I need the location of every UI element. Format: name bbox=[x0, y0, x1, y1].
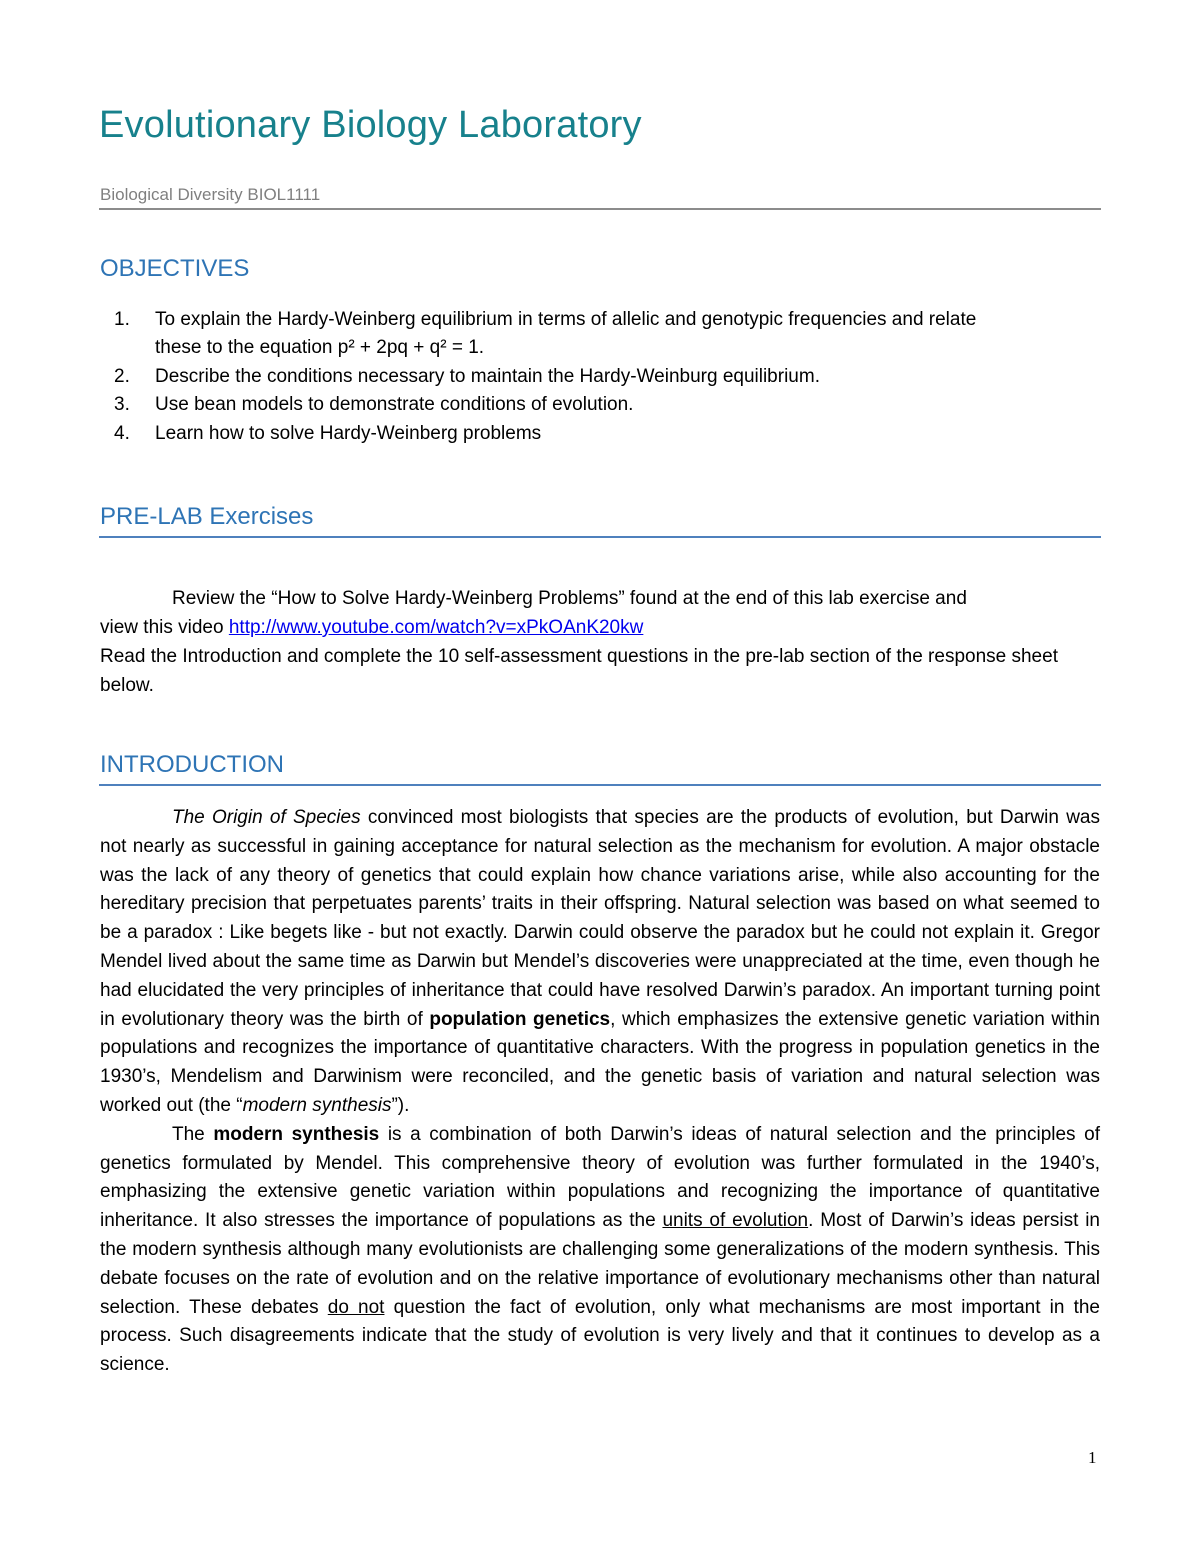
objective-number: 4. bbox=[114, 422, 130, 444]
page-number: 1 bbox=[1088, 1448, 1097, 1467]
intro-text: ”). bbox=[391, 1094, 410, 1116]
document-subtitle: Biological Diversity BIOL1111 bbox=[100, 185, 321, 204]
intro-text: is a combination of both Darwin’s ideas of natural selection and the principles of genetics formulated by Mendel. This comprehensive theory of evolution was further formulated in the 1940’s, emphasizing the extensive genetic variation within populations and recognizing the importance of quantitative inheritance. It also stresses the importance of populations as the bbox=[100, 1123, 1100, 1232]
term-modern-synthesis-italic: modern synthesis bbox=[242, 1094, 392, 1116]
objective-item bbox=[100, 391, 1110, 419]
book-title: The Origin of Species bbox=[172, 807, 361, 828]
document-title: Evolutionary Biology Laboratory bbox=[99, 104, 642, 146]
objective-text: Learn how to solve Hardy-Weinberg problems bbox=[155, 422, 542, 444]
prelab-heading: PRE-LAB Exercises bbox=[100, 503, 314, 530]
prelab-paragraph-2: Read the Introduction and complete the 10 self-assessment questions in the pre-lab section of the response sheet below. bbox=[100, 646, 1058, 696]
intro-text: . Most of Darwin’s ideas persist in the modern synthesis although many evolutionists are challenging some generalizations of the modern synthesis. This debate focuses on the rate of evolution and on the relative importance of evolutionary mechanisms other than natural selection. These debates bbox=[100, 1210, 1100, 1318]
objective-text: Use bean models to demonstrate conditions of evolution. bbox=[155, 394, 634, 416]
prelab-body bbox=[100, 584, 1102, 700]
objective-number: 3. bbox=[114, 394, 130, 416]
term-units-of-evolution: units of evolution bbox=[662, 1210, 809, 1232]
objective-item bbox=[100, 363, 1110, 391]
prelab-text: Review the “How to Solve Hardy-Weinberg Problems” found at the end of this lab exercise and bbox=[172, 588, 967, 609]
prelab-divider bbox=[99, 536, 1101, 538]
prelab-paragraph-1-cont bbox=[100, 613, 1102, 642]
title-divider bbox=[99, 208, 1101, 210]
intro-text: The bbox=[172, 1123, 214, 1145]
term-population-genetics: population genetics bbox=[429, 1008, 611, 1030]
prelab-text: view this video bbox=[100, 617, 229, 638]
objectives-list bbox=[100, 306, 1110, 448]
introduction-heading: INTRODUCTION bbox=[100, 751, 284, 778]
intro-text: question the fact of evolution, only what mechanisms are most important in the process. Such disagreements indicate that the study of evolution is very lively and that it continues to develop as a science. bbox=[100, 1296, 1100, 1376]
objective-text: To explain the Hardy-Weinberg equilibrium in terms of allelic and genotypic frequencies and relate bbox=[155, 309, 977, 330]
intro-paragraph-1 bbox=[100, 804, 1100, 1121]
intro-text: , which emphasizes the extensive genetic variation within populations and recognizes the importance of quantitative characters. With the progress in population genetics in the 1930’s, Mendelism and Darwinism were reconciled, and the genetic basis of variation and natural selection was worked out (the “ bbox=[100, 1008, 1101, 1116]
objective-number: 2. bbox=[114, 365, 130, 387]
term-modern-synthesis: modern synthesis bbox=[213, 1123, 380, 1145]
objective-item bbox=[100, 420, 1110, 448]
objective-text: Describe the conditions necessary to maintain the Hardy-Weinburg equilibrium. bbox=[155, 365, 820, 387]
term-do-not: do not bbox=[327, 1296, 385, 1318]
introduction-body bbox=[100, 804, 1100, 1380]
objective-number: 1. bbox=[114, 309, 130, 330]
intro-paragraph-2 bbox=[100, 1121, 1100, 1380]
intro-text: convinced most biologists that species are the products of evolution, but Darwin was not nearly as successful in gaining acceptance for natural selection as the mechanism for evolution. A major obstacle was the lack of any theory of genetics that could explain how chance variations arise, while also accounting for the hereditary precision that perpetuates parents’ traits in their offspring. Natural selection was based on what seemed to be a paradox : Like begets like - but not exactly. Darwin could observe the paradox but he could not explain it. Gregor Mendel lived about the same time as Darwin but Mendel’s discoveries were unappreciated at the time, even though he had elucidated the very principles of inheritance that could have resolved Darwin’s paradox. An important turning point in evolutionary theory was the birth of bbox=[100, 807, 1101, 1030]
objective-item bbox=[100, 306, 1110, 363]
video-link[interactable]: http://www.youtube.com/watch?v=xPkOAnK20kw bbox=[228, 617, 644, 638]
prelab-paragraph-1 bbox=[100, 584, 1102, 613]
objective-text-continued: these to the equation p² + 2pq + q² = 1. bbox=[155, 337, 485, 359]
introduction-divider bbox=[99, 784, 1101, 786]
objectives-heading: OBJECTIVES bbox=[100, 255, 250, 282]
